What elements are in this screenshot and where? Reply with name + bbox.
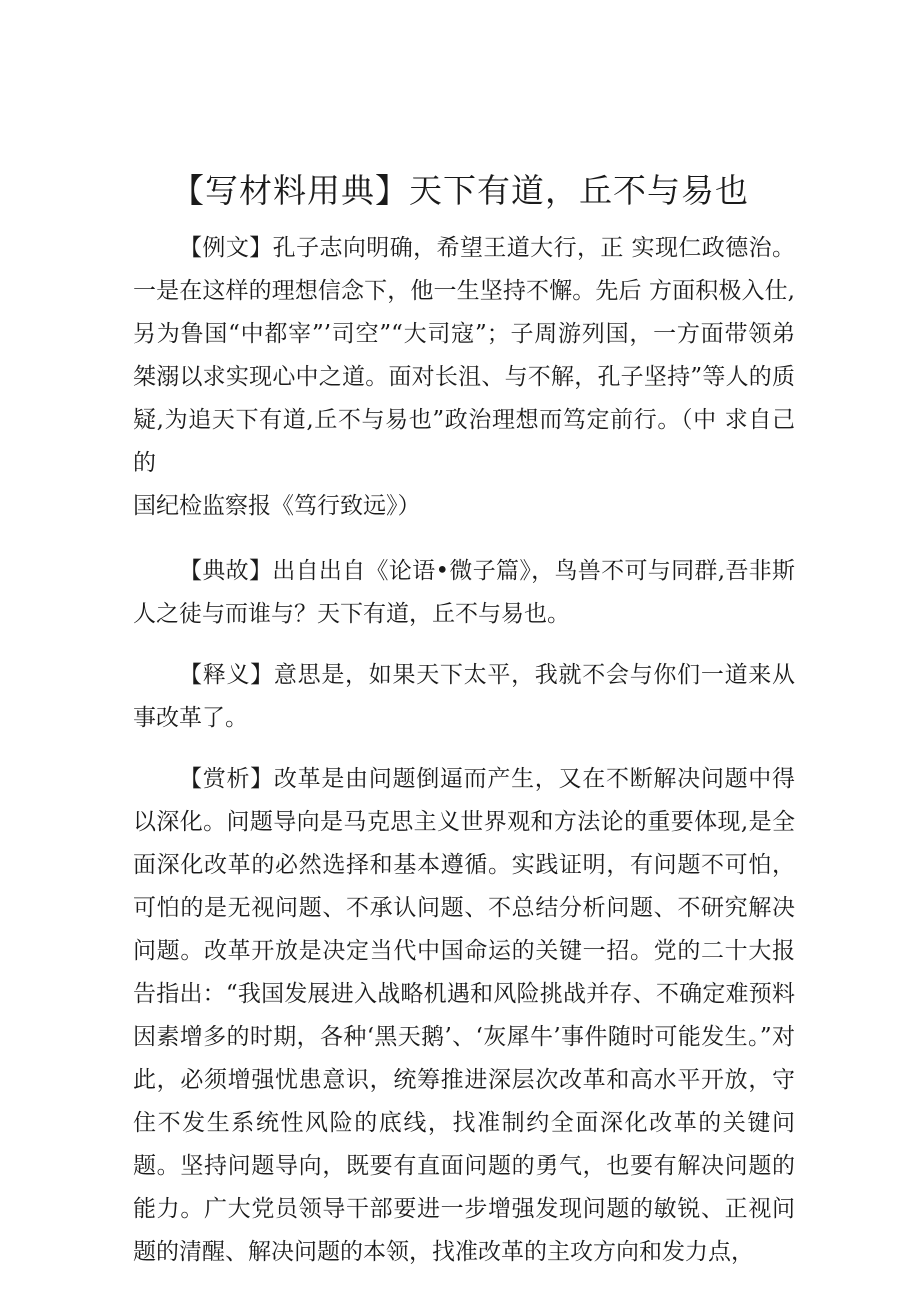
origin-paragraph [133,550,795,636]
meaning-text: 意思是，如果天下太平，我就不会与你们一道来从事改革了。 [133,662,796,731]
analysis-text: 改革是由问题倒逼而产生，又在不断解决问题中得以深化。问题导向是马克思主义世界观和方法论的重要体现,是全面深化改革的必然选择和基本遵循。实践证明，有问题不可怕，可怕的是无视问题、不承认问题、不总结分析问题、不研究解决问题。改革开放是决定当代中国命运的关键一招。党的二十大报告指出：“我国发展进入战略机遇和风险挑战并存、不确定难预料因素增多的时期，各种‘黑天鹅’、‘灰犀牛’事件随时可能发生。”对此，必须增强忧患意识，统筹推进深层次改革和高水平开放，守住不发生系统性风险的底线，找准制约全面深化改革的关键问题。坚持问题导向，既要有直面问题的勇气，也要有解决问题的能力。广大党员领导干部要进一步增强发现问题的敏锐、正视问题的清醒、解决问题的本领，找准改革的主攻方向和发力点， [133,766,796,1265]
origin-text: 出自出自《论语•微子篇》，鸟兽不可与同群,吾非斯人之徒与而谁与？天下有道，丘不与易也。 [133,558,795,627]
meaning-tag: 【释义】 [179,662,274,688]
example-paragraph [133,227,795,528]
meaning-paragraph [133,654,795,740]
document-body [133,227,795,1292]
origin-tag: 【典故】 [179,558,273,584]
example-tag: 【例文】 [179,235,273,261]
analysis-tag: 【赏析】 [179,766,274,792]
example-source: 国纪检监察报《笃行致远》） [133,493,421,519]
example-text: 孔子志向明确，希望王道大行，正 实现仁政德治。一是在这样的理想信念下，他一生坚持不懈。先后 方面积极入仕,另为鲁国“中都宰”’司空”“大司寇”；子周游列国，一方面带领弟桀溺以求实现心中之道。面对长沮、与不解，孔子坚持”等人的质疑,为追天下有道,丘不与易也”政治理想而笃定前行。（中 求自己的 [133,235,796,476]
analysis-paragraph [133,758,795,1274]
document-title: 【写材料用典】天下有道，丘不与易也 [171,171,749,210]
